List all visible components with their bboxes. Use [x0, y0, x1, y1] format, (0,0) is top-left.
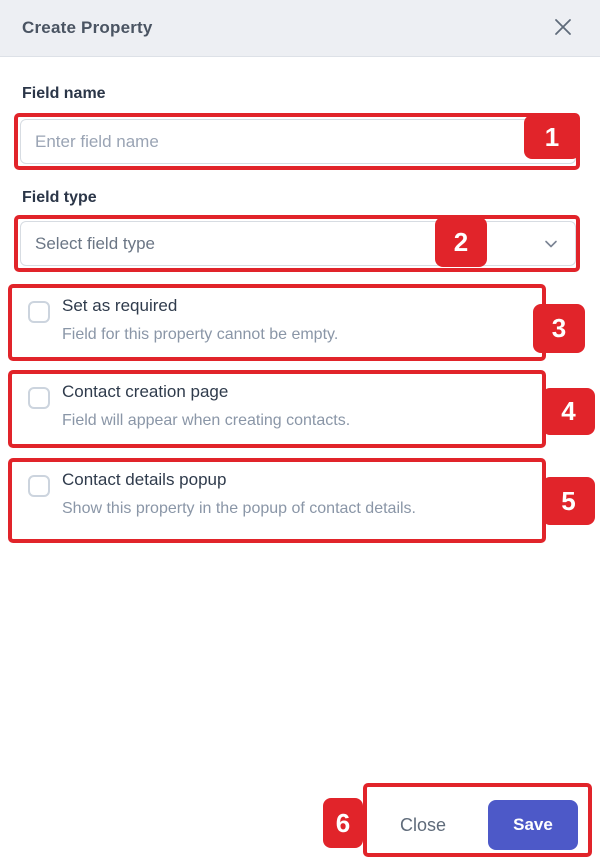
contact-details-popup-checkbox[interactable]	[28, 475, 50, 497]
close-icon	[551, 15, 575, 42]
contact-creation-page-checkbox[interactable]	[28, 387, 50, 409]
save-button[interactable]: Save	[488, 800, 578, 850]
annotation-badge-1: 1	[524, 115, 580, 159]
annotation-badge-4: 4	[542, 388, 595, 435]
checkbox-title: Contact creation page	[62, 382, 229, 401]
checkbox-title: Contact details popup	[62, 470, 227, 489]
checkbox-description: Show this property in the popup of contact details.	[62, 500, 416, 517]
contact-details-popup-row[interactable]	[12, 462, 542, 534]
annotation-badge-2: 2	[435, 217, 487, 267]
contact-creation-page-row[interactable]	[12, 374, 542, 446]
set-as-required-row[interactable]	[12, 288, 542, 360]
field-name-input[interactable]	[20, 119, 576, 164]
checkbox-title: Set as required	[62, 296, 178, 315]
field-type-selected-value: Select field type	[35, 233, 156, 253]
field-type-label: Field type	[22, 189, 97, 206]
field-name-label: Field name	[22, 85, 106, 102]
annotation-badge-5: 5	[542, 477, 595, 525]
chevron-down-icon	[543, 236, 559, 257]
annotation-badge-6: 6	[323, 798, 363, 848]
modal-header	[0, 0, 600, 57]
field-type-select[interactable]	[20, 221, 576, 266]
checkbox-description: Field will appear when creating contacts.	[62, 412, 351, 429]
checkbox-description: Field for this property cannot be empty.	[62, 326, 339, 343]
annotation-badge-3: 3	[533, 304, 585, 353]
set-as-required-checkbox[interactable]	[28, 301, 50, 323]
close-button[interactable]	[548, 13, 578, 43]
modal-title: Create Property	[22, 18, 153, 37]
close-modal-button[interactable]: Close	[375, 805, 471, 845]
